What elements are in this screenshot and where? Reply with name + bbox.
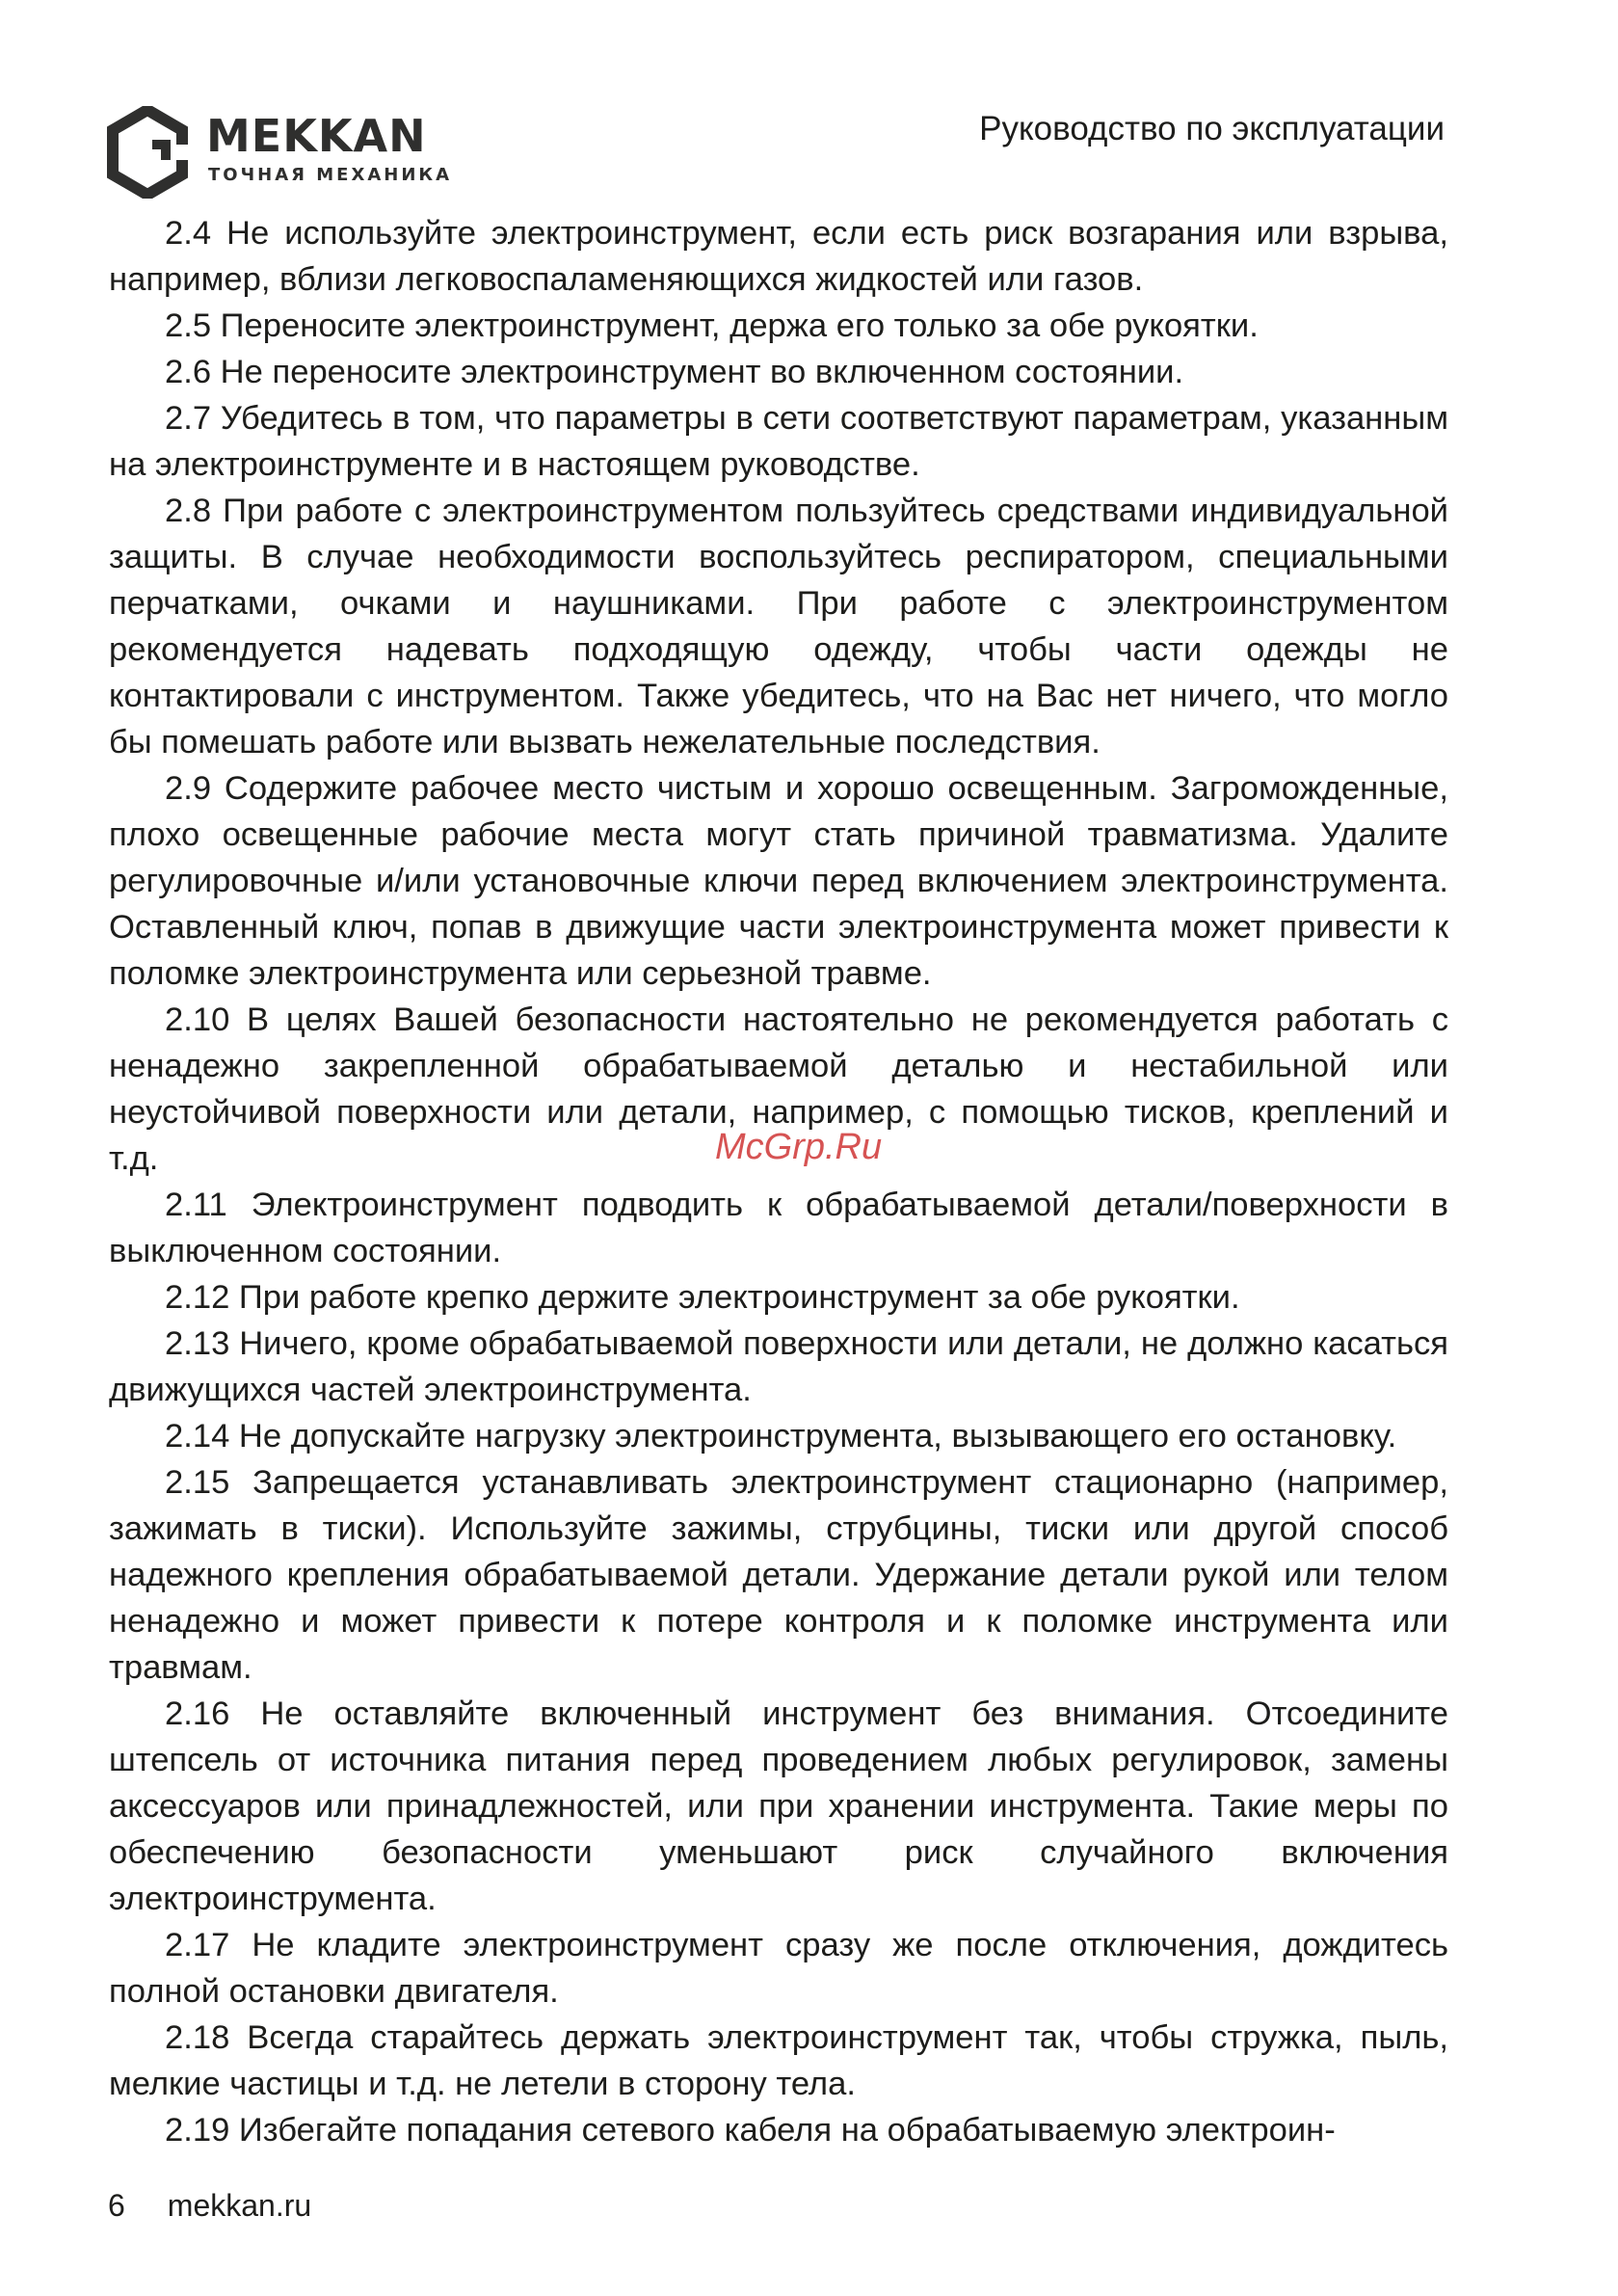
- paragraph-2-9: 2.9 Содержите рабочее место чистым и хорошо освещенным. Загроможденные, плохо освещенные рабочие места могут стать причиной травматизма. Удалите регулировочные и/или установочные ключи перед включением электроинструмента. Оставленный ключ, попав в движущие части электроинструмента может привести к поломке электроинструмента или серьезной травме.: [109, 770, 1448, 992]
- paragraph-2-18: 2.18 Всегда старайтесь держать электроинструмент так, чтобы стружка, пыль, мелкие частицы и т.д. не летели в сторону тела.: [109, 2019, 1448, 2102]
- paragraph-2-11: 2.11 Электроинструмент подводить к обрабатываемой детали/поверхности в выключенном состоянии.: [109, 1187, 1448, 1269]
- paragraph-2-15: 2.15 Запрещается устанавливать электроинструмент стационарно (например, зажимать в тиски). Используйте зажимы, струбцины, тиски или другой способ надежного крепления обрабатываемой детали. Удержание детали рукой или телом ненадежно и может привести к потере контроля и к поломке инструмента или травмам.: [109, 1464, 1448, 1686]
- paragraph-2-4: 2.4 Не используйте электроинструмент, если есть риск возгарания или взрыва, например, вблизи легковоспаламеняющихся жидкостей или газов.: [109, 215, 1448, 298]
- footer-site-link[interactable]: mekkan.ru: [167, 2188, 312, 2223]
- page-number: 6: [108, 2188, 125, 2223]
- paragraph-2-8: 2.8 При работе с электроинструментом пользуйтесь средствами индивидуальной защиты. В случае необходимости воспользуйтесь респиратором, специальными перчатками, очками и наушниками. При работе с электроинструментом рекомендуется надевать подходящую одежду, чтобы части одежды не контактировали с инструментом. Также убедитесь, что на Вас нет ничего, что могло бы помешать работе или вызвать нежелательные последствия.: [109, 493, 1448, 761]
- paragraph-2-5: 2.5 Переносите электроинструмент, держа его только за обе рукоятки.: [165, 307, 1259, 344]
- logo-tagline: ТОЧНАЯ МЕХАНИКА: [208, 165, 453, 185]
- logo-name: MEKKAN: [206, 110, 427, 162]
- watermark: McGrp.Ru: [715, 1127, 883, 1167]
- document-title: Руководство по эксплуатации: [979, 110, 1445, 147]
- paragraph-2-17: 2.17 Не кладите электроинструмент сразу же после отключения, дождитесь полной остановки двигателя.: [109, 1927, 1448, 2010]
- paragraph-2-14: 2.14 Не допускайте нагрузку электроинструмента, вызывающего его остановку.: [165, 1418, 1397, 1455]
- logo: [106, 106, 453, 202]
- logo-hexagon-icon: [106, 106, 189, 199]
- body-text: [109, 210, 1448, 2153]
- paragraph-2-19: 2.19 Избегайте попадания сетевого кабеля на обрабатываемую электроин-: [165, 2112, 1336, 2149]
- paragraph-2-13: 2.13 Ничего, кроме обрабатываемой поверхности или детали, не должно касаться движущихся частей электроинструмента.: [109, 1325, 1448, 1408]
- paragraph-2-10: 2.10 В целях Вашей безопасности настоятельно не рекомендуется работать с ненадежно закрепленной обрабатываемой деталью и нестабильной или неустойчивой поверхности или детали, например, с помощью тисков, креплений и т.д.: [109, 1001, 1448, 1177]
- page-header: [0, 0, 1618, 212]
- paragraph-2-16: 2.16 Не оставляйте включенный инструмент без внимания. Отсоедините штепсель от источника питания перед проведением любых регулировок, замены аксессуаров или принадлежностей, или при хранении инструмента. Такие меры по обеспечению безопасности уменьшают риск случайного включения электроинструмента.: [109, 1695, 1448, 1917]
- paragraph-2-12: 2.12 При работе крепко держите электроинструмент за обе рукоятки.: [165, 1279, 1240, 1316]
- paragraph-2-6: 2.6 Не переносите электроинструмент во включенном состоянии.: [165, 354, 1184, 390]
- page-footer: [108, 2186, 311, 2225]
- paragraph-2-7: 2.7 Убедитесь в том, что параметры в сети соответствуют параметрам, указанным на электроинструменте и в настоящем руководстве.: [109, 400, 1448, 483]
